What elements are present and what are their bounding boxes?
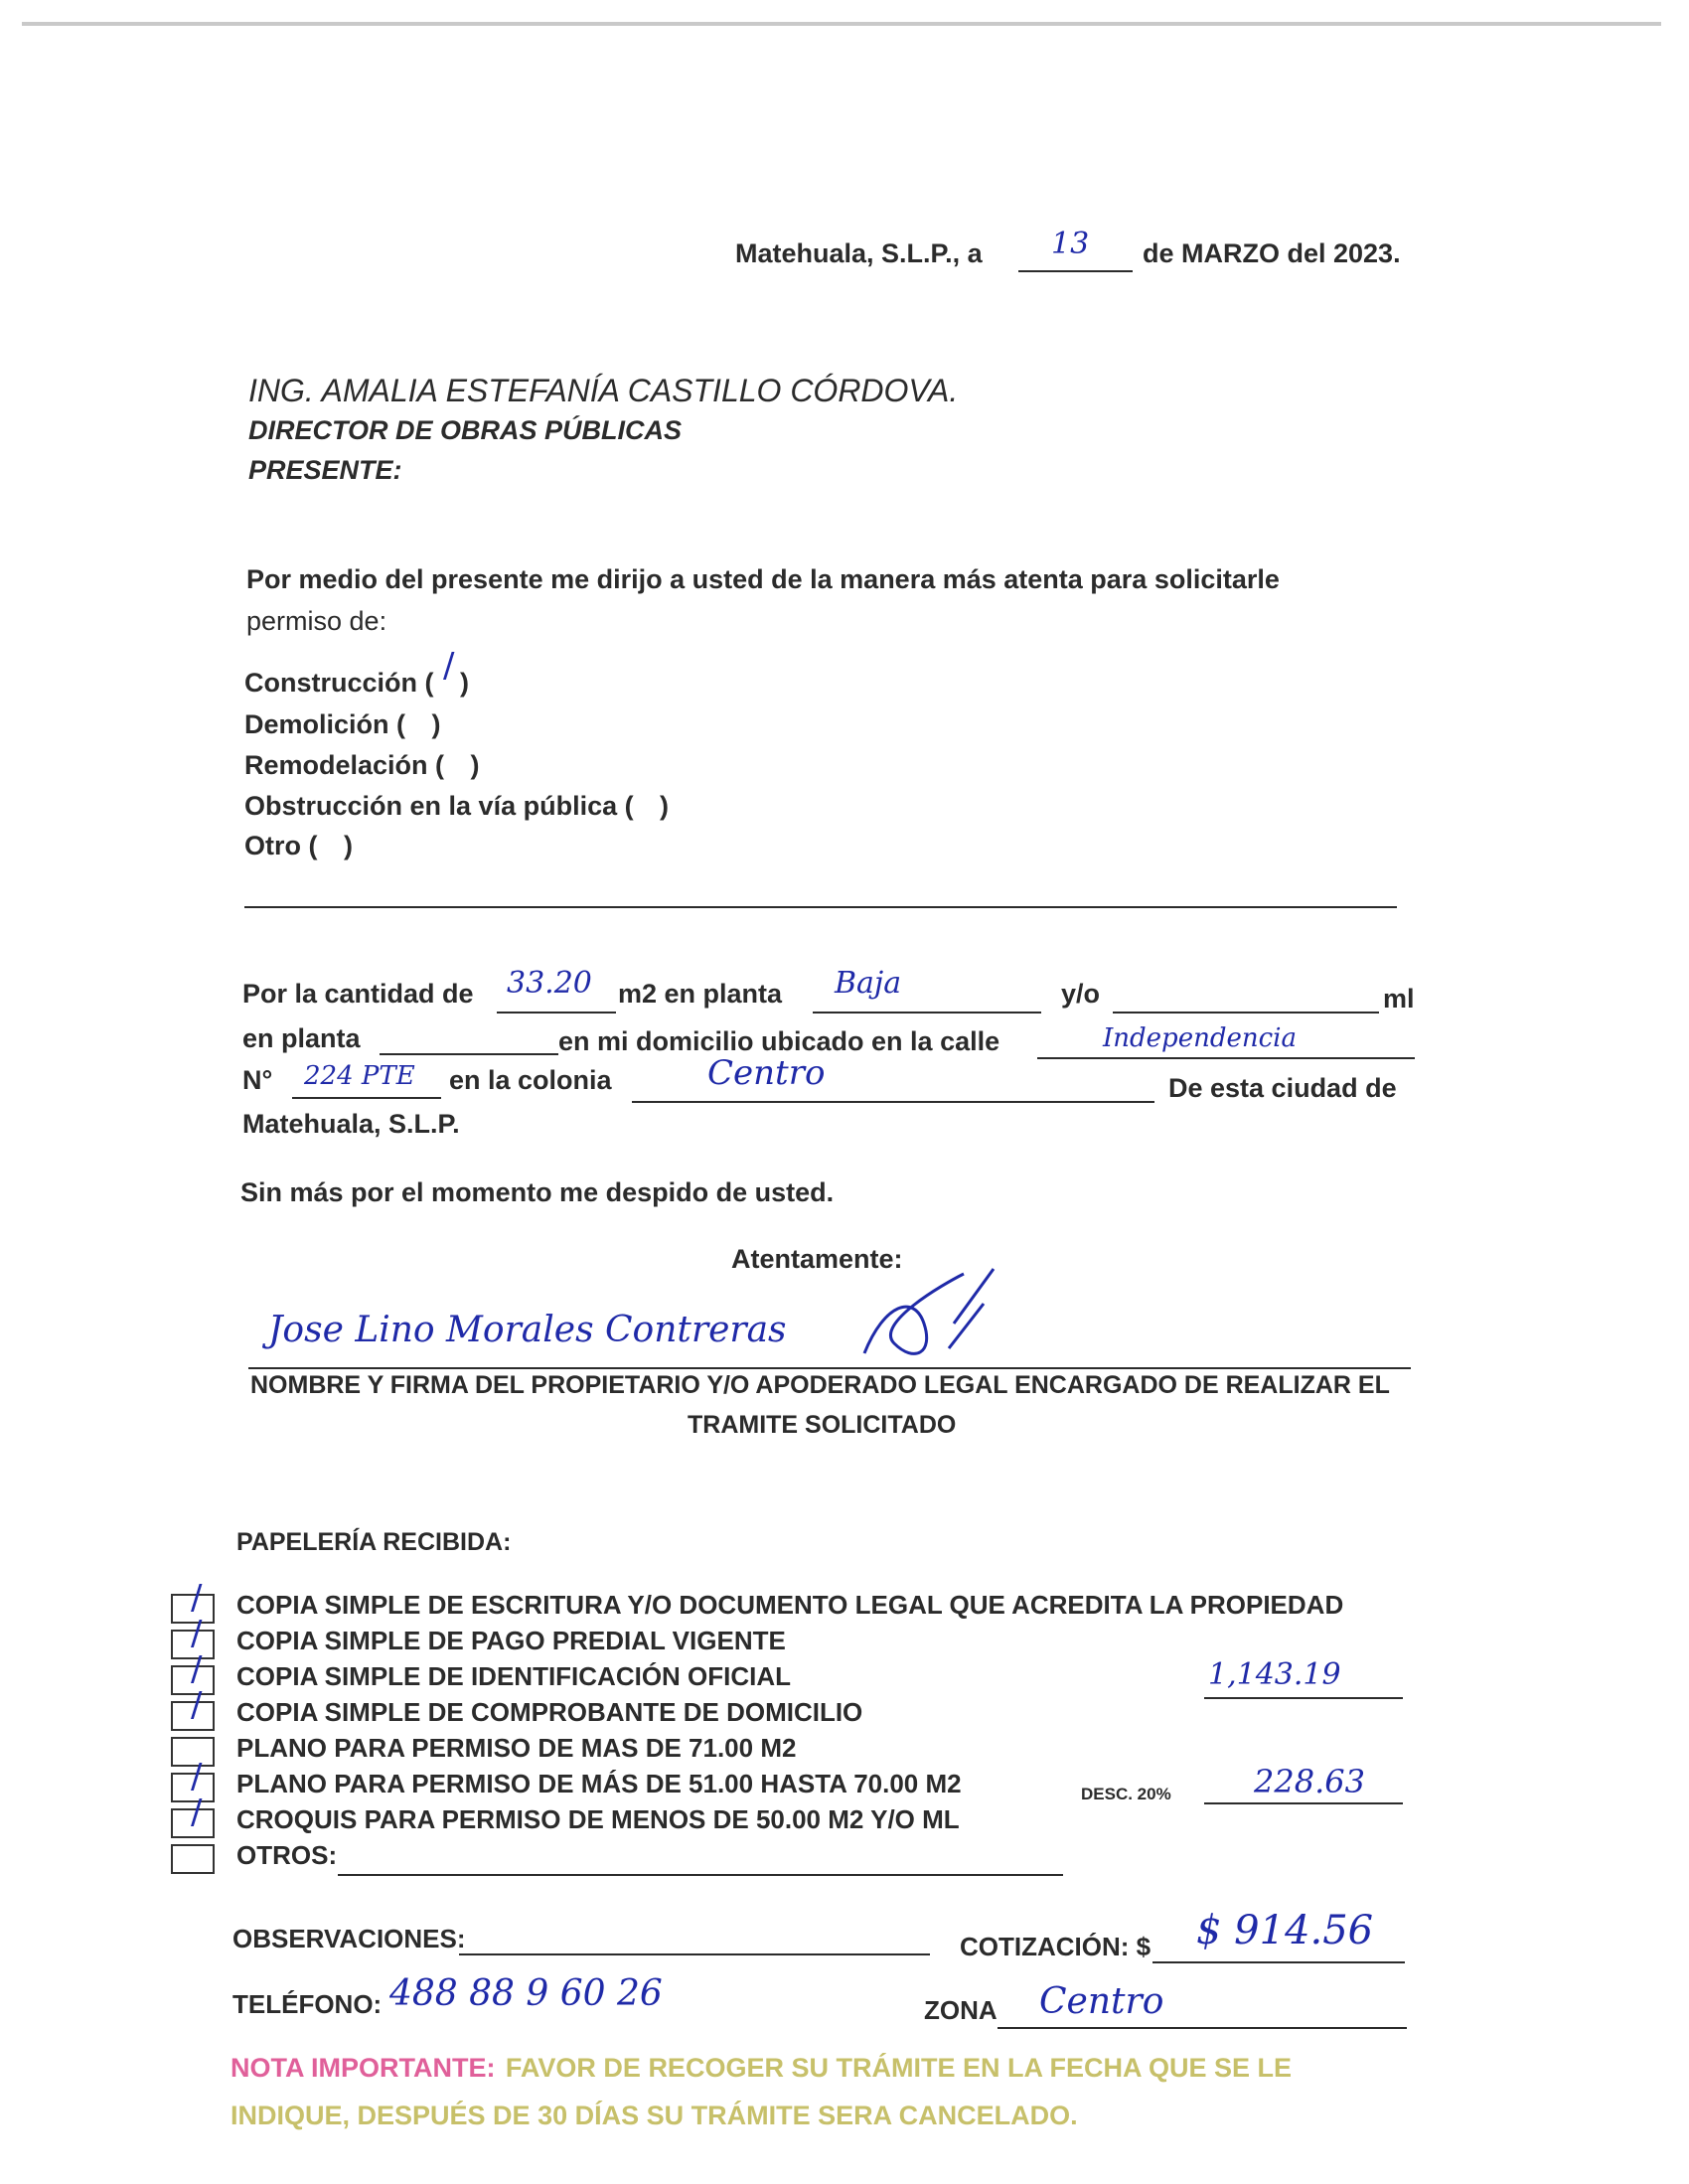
checkmark-icon: / xyxy=(191,1685,203,1725)
permit-option-close: ) xyxy=(431,709,441,739)
amount-1-value: 1,143.19 xyxy=(1208,1657,1341,1692)
street-value: Independencia xyxy=(1103,1023,1297,1053)
farewell-text: Sin más por el momento me despido de usted. xyxy=(240,1177,835,1207)
permit-option-otro[interactable] xyxy=(244,831,353,861)
checkbox[interactable] xyxy=(171,1844,215,1874)
colonia-label: en la colonia xyxy=(449,1065,612,1095)
permit-option-label: Obstrucción en la vía pública ( xyxy=(244,791,634,821)
intro-line-1: Por medio del presente me dirijo a usted de la manera más atenta para solicitarle xyxy=(246,564,1280,594)
cotizacion-value: $ 914.56 xyxy=(1196,1908,1374,1953)
observaciones-line[interactable] xyxy=(459,1953,930,1955)
permit-option-close: ) xyxy=(470,750,480,780)
checkmark-icon: / xyxy=(191,1757,203,1796)
ml-line[interactable] xyxy=(1113,1012,1379,1014)
signature-caption-1: NOMBRE Y FIRMA DEL PROPIETARIO Y/O APODERADO LEGAL ENCARGADO DE REALIZAR EL xyxy=(250,1371,1390,1399)
permit-option-label: Construcción ( xyxy=(244,668,434,698)
zona-line[interactable] xyxy=(998,2027,1407,2029)
telefono-label: TELÉFONO: xyxy=(232,1989,383,2019)
atentamente-label: Atentamente: xyxy=(731,1244,903,1274)
colonia-line[interactable] xyxy=(632,1101,1154,1103)
quantity-value: 33.20 xyxy=(507,966,592,1001)
floor-line[interactable] xyxy=(813,1012,1041,1014)
checkmark-icon: / xyxy=(191,1578,203,1618)
quantity-line[interactable] xyxy=(497,1012,616,1014)
permit-option-label: Otro ( xyxy=(244,831,318,860)
papeleria-item-label: PLANO PARA PERMISO DE MÁS DE 51.00 HASTA 70.00 M2 xyxy=(236,1769,962,1798)
nota-text-1: FAVOR DE RECOGER SU TRÁMITE EN LA FECHA QUE SE LE xyxy=(505,2053,1292,2083)
scan-top-border xyxy=(22,22,1661,26)
number-label: N° xyxy=(242,1065,273,1095)
checkmark-icon: / xyxy=(191,1793,203,1832)
date-day-value: 13 xyxy=(1051,227,1090,261)
otro-specify-line[interactable] xyxy=(244,906,1397,908)
cotizacion-line[interactable] xyxy=(1152,1961,1405,1963)
number-value: 224 PTE xyxy=(304,1061,415,1091)
planta2-label: en planta xyxy=(242,1023,361,1053)
cotizacion-label: COTIZACIÓN: $ xyxy=(960,1932,1152,1961)
papeleria-item-label: CROQUIS PARA PERMISO DE MENOS DE 50.00 M2 Y/O ML xyxy=(236,1804,960,1834)
permit-option-remodelacion[interactable] xyxy=(244,750,480,781)
yo-label: y/o xyxy=(1061,979,1101,1009)
nota-importante xyxy=(230,2053,1423,2084)
checkmark-icon: / xyxy=(191,1614,203,1653)
papeleria-item-label: COPIA SIMPLE DE PAGO PREDIAL VIGENTE xyxy=(236,1626,786,1655)
signature-line[interactable] xyxy=(248,1367,1411,1369)
permit-option-construccion[interactable] xyxy=(244,646,469,699)
permit-option-close: ) xyxy=(459,668,469,698)
signature-scribble-icon xyxy=(854,1264,1003,1373)
papeleria-item-label: COPIA SIMPLE DE COMPROBANTE DE DOMICILIO xyxy=(236,1697,863,1727)
date-suffix: de MARZO del 2023. xyxy=(1143,238,1401,268)
zona-label: ZONA xyxy=(924,1995,998,2025)
papeleria-title: PAPELERÍA RECIBIDA: xyxy=(236,1528,512,1556)
planta2-line[interactable] xyxy=(380,1053,558,1055)
nota-text-2: INDIQUE, DESPUÉS DE 30 DÍAS SU TRÁMITE SERA CANCELADO. xyxy=(230,2101,1078,2130)
intro-line-2: permiso de: xyxy=(246,606,387,636)
signature-caption-2: TRAMITE SOLICITADO xyxy=(688,1411,957,1439)
desc-label: DESC. 20% xyxy=(1081,1785,1171,1803)
floor-value: Baja xyxy=(835,966,902,1001)
ciudad-value: Matehuala, S.L.P. xyxy=(242,1109,460,1139)
permit-option-label: Remodelación ( xyxy=(244,750,445,780)
papeleria-item-label: COPIA SIMPLE DE ESCRITURA Y/O DOCUMENTO LEGAL QUE ACREDITA LA PROPIEDAD xyxy=(236,1590,1344,1620)
date-prefix: Matehuala, S.L.P., a xyxy=(735,238,983,268)
nota-label: NOTA IMPORTANTE: xyxy=(230,2053,496,2083)
checkmark-icon: / xyxy=(443,646,455,686)
permit-option-obstruccion[interactable] xyxy=(244,791,669,822)
recipient-presente: PRESENTE: xyxy=(248,455,402,485)
domicilio-label: en mi domicilio ubicado en la calle xyxy=(558,1026,1000,1056)
checkmark-icon: / xyxy=(191,1649,203,1689)
amount-1-line xyxy=(1204,1697,1403,1699)
signature-name: Jose Lino Morales Contreras xyxy=(268,1310,787,1350)
permit-option-label: Demolición ( xyxy=(244,709,406,739)
papeleria-item-label: COPIA SIMPLE DE IDENTIFICACIÓN OFICIAL xyxy=(236,1661,792,1691)
recipient-name: ING. AMALIA ESTEFANÍA CASTILLO CÓRDOVA. xyxy=(248,373,959,408)
telefono-value: 488 88 9 60 26 xyxy=(389,1973,663,2014)
amount-2-line xyxy=(1204,1802,1403,1804)
permit-option-close: ) xyxy=(660,791,670,821)
permit-option-close: ) xyxy=(343,831,353,860)
number-line[interactable] xyxy=(292,1097,441,1099)
amount-2-value: 228.63 xyxy=(1254,1763,1365,1800)
otros-line[interactable] xyxy=(338,1874,1063,1876)
quantity-label: Por la cantidad de xyxy=(242,979,474,1009)
ciudad-label: De esta ciudad de xyxy=(1168,1073,1397,1103)
ml-label: ml xyxy=(1383,984,1415,1014)
papeleria-item-label: PLANO PARA PERMISO DE MAS DE 71.00 M2 xyxy=(236,1733,797,1763)
papeleria-item-label: OTROS: xyxy=(236,1840,338,1870)
zona-value: Centro xyxy=(1039,1981,1164,2022)
date-day-line xyxy=(1018,270,1133,272)
unit-m2-label: m2 en planta xyxy=(618,979,783,1009)
permit-option-demolicion[interactable] xyxy=(244,709,440,740)
observaciones-label: OBSERVACIONES: xyxy=(232,1924,466,1953)
street-line[interactable] xyxy=(1037,1057,1415,1059)
recipient-title: DIRECTOR DE OBRAS PÚBLICAS xyxy=(248,415,683,445)
colonia-value: Centro xyxy=(707,1053,826,1093)
